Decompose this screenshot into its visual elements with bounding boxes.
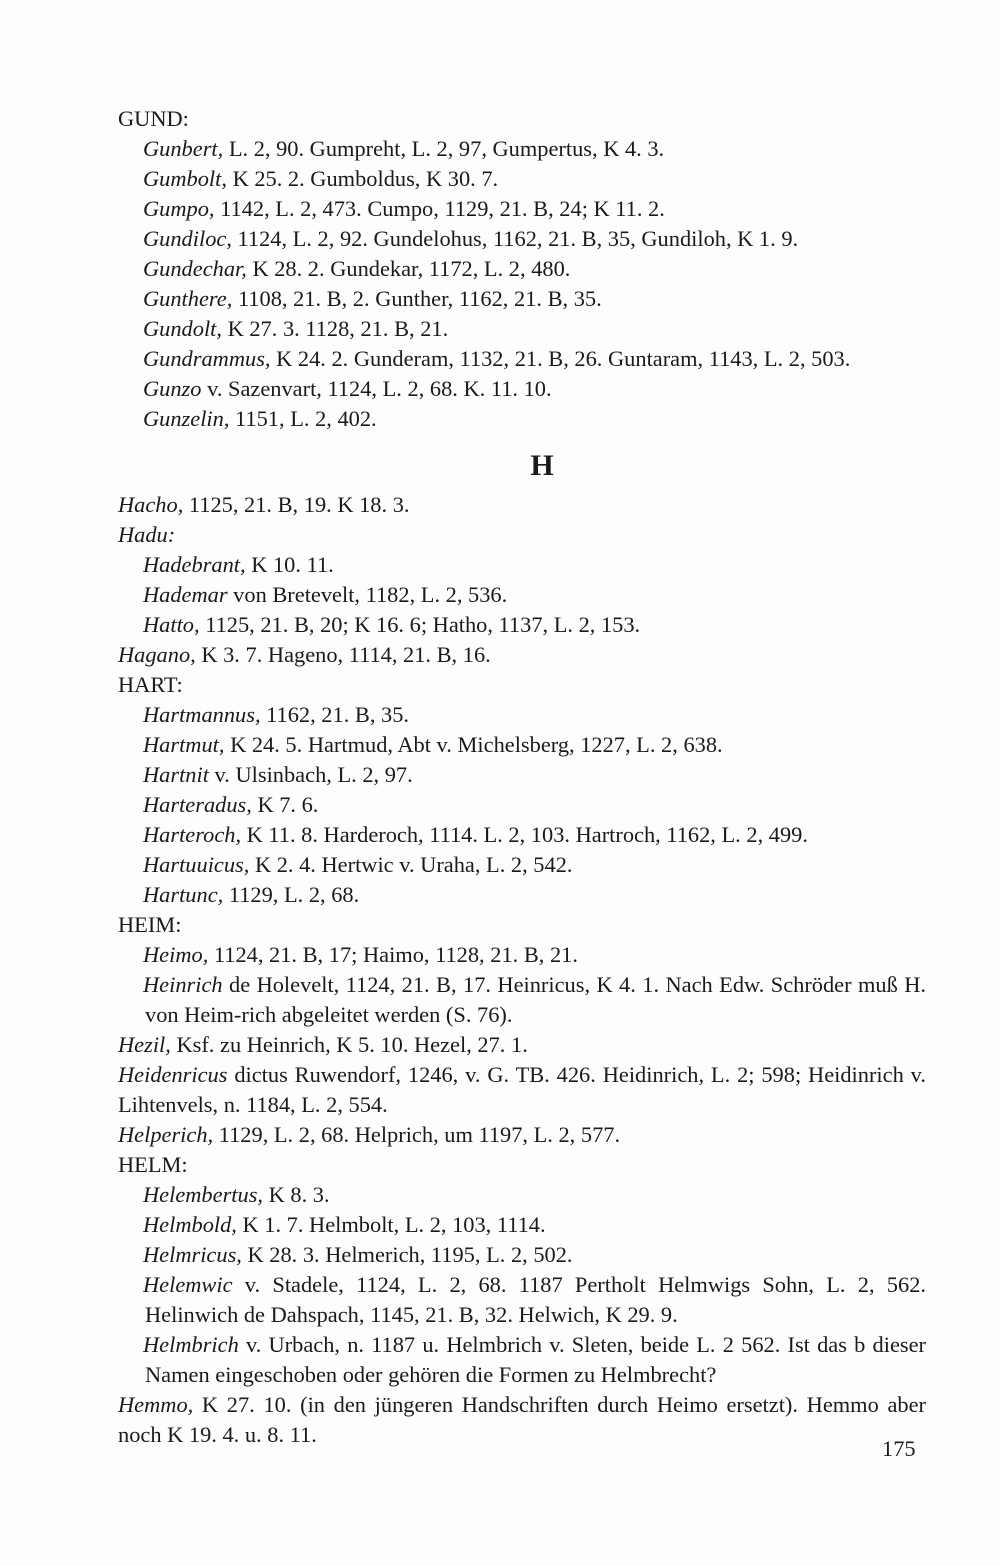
- index-entry: [118, 850, 926, 880]
- index-entry: [118, 1030, 926, 1060]
- index-entry: [118, 970, 926, 1030]
- entry-name: Gunzo: [143, 376, 202, 401]
- entry-name: Gundolt,: [143, 316, 222, 341]
- entry-text: K 25. 2. Gumboldus, K 30. 7.: [226, 166, 499, 191]
- entry-text: K 8. 3.: [263, 1182, 330, 1207]
- index-entry: [118, 730, 926, 760]
- index-entry: [118, 580, 926, 610]
- index-entry: [118, 1120, 926, 1150]
- entry-name: Gundiloc,: [143, 226, 232, 251]
- entry-name: Helmbold,: [143, 1212, 237, 1237]
- entry-name: Hagano,: [118, 642, 196, 667]
- index-entry: [118, 1060, 926, 1120]
- index-entry: [118, 1240, 926, 1270]
- entry-name: Heimo,: [143, 942, 209, 967]
- entry-name: Heinrich: [143, 972, 223, 997]
- letter-heading: H: [530, 449, 554, 482]
- group-heading: HART:: [118, 672, 183, 697]
- entry-text: 1129, L. 2, 68.: [223, 882, 360, 907]
- entry-text: 1142, L. 2, 473. Cumpo, 1129, 21. B, 24; K 11. 2.: [214, 196, 665, 221]
- entry-text: von Bretevelt, 1182, L. 2, 536.: [227, 582, 508, 607]
- entry-name: Helembertus,: [143, 1182, 264, 1207]
- entry-name: Hademar: [143, 582, 228, 607]
- entry-text: K 10. 11.: [245, 552, 334, 577]
- entry-name: Heidenricus: [118, 1062, 228, 1087]
- entry-text: 1151, L. 2, 402.: [229, 406, 377, 431]
- entry-text: K 24. 2. Gunderam, 1132, 21. B, 26. Guntaram, 1143, L. 2, 503.: [270, 346, 851, 371]
- entry-text: 1125, 21. B, 20; K 16. 6; Hatho, 1137, L. 2, 153.: [199, 612, 641, 637]
- index-entry: [118, 164, 926, 194]
- entry-text: K 27. 3. 1128, 21. B, 21.: [222, 316, 449, 341]
- entry-name: Hartunc,: [143, 882, 224, 907]
- entry-name: Gumpo,: [143, 196, 215, 221]
- entry-name: Hacho,: [118, 492, 184, 517]
- entry-name: Hartnit: [143, 762, 209, 787]
- index-entry: [118, 1330, 926, 1390]
- index-entry: [118, 344, 926, 374]
- entry-text: K 28. 3. Helmerich, 1195, L. 2, 502.: [241, 1242, 573, 1267]
- index-entry: [118, 1390, 926, 1450]
- group-heading: GUND:: [118, 106, 189, 131]
- index-entry: [118, 1270, 926, 1330]
- entry-text: K 3. 7. Hageno, 1114, 21. B, 16.: [195, 642, 491, 667]
- entry-text: v. Ulsinbach, L. 2, 97.: [208, 762, 413, 787]
- entry-name: Harteroch,: [143, 822, 242, 847]
- entry-name: Hezil,: [118, 1032, 171, 1057]
- index-entry: [118, 640, 926, 670]
- entry-text: v. Stadele, 1124, L. 2, 68. 1187 Pertholt Helmwigs Sohn, L. 2, 562. Helinwich de Dahspach, 1145, 21. B, 32. Helwich, K 29. 9.: [145, 1272, 926, 1327]
- index-entry: [118, 490, 926, 520]
- index-entry: [118, 790, 926, 820]
- entry-name: Gunthere,: [143, 286, 233, 311]
- index-entry: [118, 760, 926, 790]
- entry-text: v. Urbach, n. 1187 u. Helmbrich v. Sleten, beide L. 2 562. Ist das b dieser Namen eingeschoben oder gehören die Formen zu Helmbrecht?: [145, 1332, 926, 1387]
- entry-text: K 7. 6.: [251, 792, 319, 817]
- index-entry: [118, 550, 926, 580]
- entry-name: Helmricus,: [143, 1242, 242, 1267]
- entry-name: Hartuuicus,: [143, 852, 250, 877]
- index-entry: [118, 880, 926, 910]
- entry-text: L. 2, 90. Gumpreht, L. 2, 97, Gumpertus, K 4. 3.: [223, 136, 665, 161]
- index-entry: [118, 194, 926, 224]
- entry-name: Hemmo,: [118, 1392, 194, 1417]
- entry-text: K 2. 4. Hertwic v. Uraha, L. 2, 542.: [249, 852, 573, 877]
- entry-name: Helemwic: [143, 1272, 233, 1297]
- entry-text: 1108, 21. B, 2. Gunther, 1162, 21. B, 35.: [232, 286, 602, 311]
- name-index-text: [118, 104, 926, 1450]
- entry-name: Hatto,: [143, 612, 200, 637]
- index-entry: [118, 134, 926, 164]
- entry-name: Harteradus,: [143, 792, 252, 817]
- group-heading: HEIM:: [118, 912, 182, 937]
- entry-text: 1162, 21. B, 35.: [260, 702, 410, 727]
- page-number: 175: [882, 1436, 916, 1461]
- entry-text: K 27. 10. (in den jüngeren Handschriften durch Heimo ersetzt). Hemmo aber noch K 19. 4. u. 8. 11.: [118, 1392, 926, 1447]
- entry-text: 1125, 21. B, 19. K 18. 3.: [183, 492, 410, 517]
- index-entry: [118, 610, 926, 640]
- index-entry: [118, 700, 926, 730]
- entry-name: Gundechar,: [143, 256, 247, 281]
- index-entry: [118, 1210, 926, 1240]
- index-entry: [118, 374, 926, 404]
- entry-text: K 24. 5. Hartmud, Abt v. Michelsberg, 1227, L. 2, 638.: [224, 732, 723, 757]
- entry-name: Gunbert,: [143, 136, 224, 161]
- entry-text: Ksf. zu Heinrich, K 5. 10. Hezel, 27. 1.: [170, 1032, 528, 1057]
- entry-text: 1124, L. 2, 92. Gundelohus, 1162, 21. B, 35, Gundiloh, K 1. 9.: [231, 226, 799, 251]
- index-entry: [118, 940, 926, 970]
- entry-name: Hadebrant,: [143, 552, 246, 577]
- entry-name: Helmbrich: [143, 1332, 239, 1357]
- entry-text: 1129, L. 2, 68. Helprich, um 1197, L. 2, 577.: [213, 1122, 621, 1147]
- entry-name: Hartmut,: [143, 732, 225, 757]
- entry-text: dictus Ruwendorf, 1246, v. G. TB. 426. Heidinrich, L. 2; 598; Heidinrich v. Lihtenvels, n. 1184, L. 2, 554.: [118, 1062, 926, 1117]
- entry-text: K 1. 7. Helmbolt, L. 2, 103, 1114.: [236, 1212, 546, 1237]
- entry-name: Gundrammus,: [143, 346, 271, 371]
- index-entry: [118, 314, 926, 344]
- entry-text: K 11. 8. Harderoch, 1114. L. 2, 103. Hartroch, 1162, L. 2, 499.: [241, 822, 808, 847]
- index-entry: [118, 1180, 926, 1210]
- entry-name: Gumbolt,: [143, 166, 227, 191]
- entry-text: de Holevelt, 1124, 21. B, 17. Heinricus, K 4. 1. Nach Edw. Schröder muß H. von Heim-rich abgeleitet werden (S. 76).: [145, 972, 926, 1027]
- index-entry: [118, 820, 926, 850]
- index-entry: [118, 224, 926, 254]
- index-entry: [118, 254, 926, 284]
- entry-name: Helperich,: [118, 1122, 214, 1147]
- entry-name: Gunzelin,: [143, 406, 230, 431]
- index-entry: [118, 404, 926, 434]
- group-heading: HELM:: [118, 1152, 188, 1177]
- entry-name: Hartmannus,: [143, 702, 261, 727]
- entry-text: K 28. 2. Gundekar, 1172, L. 2, 480.: [246, 256, 571, 281]
- group-heading: Hadu:: [118, 522, 176, 547]
- entry-text: v. Sazenvart, 1124, L. 2, 68. K. 11. 10.: [201, 376, 552, 401]
- entry-text: 1124, 21. B, 17; Haimo, 1128, 21. B, 21.: [208, 942, 578, 967]
- index-entry: [118, 284, 926, 314]
